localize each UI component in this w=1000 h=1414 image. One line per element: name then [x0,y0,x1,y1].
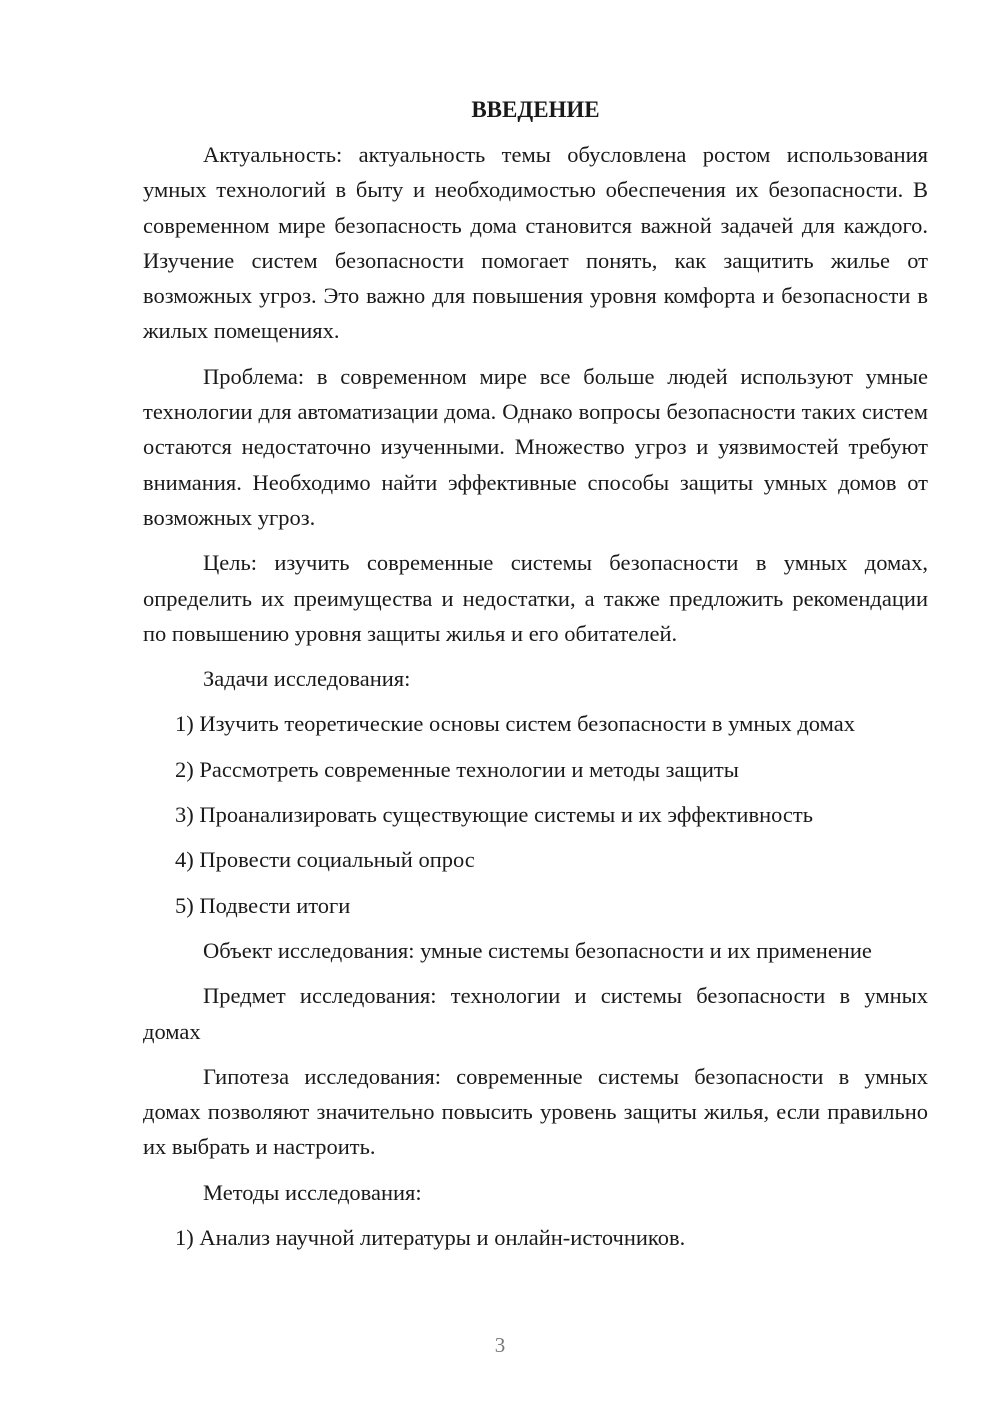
task-item: 3) Проанализировать существующие системы и их эффективность [175,802,813,828]
task-item: 5) Подвести итоги [175,892,351,918]
methods-heading: Методы исследования: [203,1179,422,1205]
method-item: 1) Анализ научной литературы и онлайн-источников. [175,1225,686,1251]
section-title: ВВЕДЕНИЕ [471,97,600,122]
task-item: 4) Провести социальный опрос [175,847,475,873]
task-item: 2) Рассмотреть современные технологии и методы защиты [175,756,739,782]
methods-list [143,1220,928,1255]
paragraph-problem: Проблема: в современном мире все больше людей используют умные технологии для автоматизации дома. Однако вопросы безопасности таких систем остаются недостаточно изученными. Множество угроз и уязвимостей требуют внимания. Необходимо найти эффективные способы защиты умных домов от возможных угроз. [143,363,928,530]
document-page [143,92,928,1265]
paragraph-subject: Предмет исследования: технологии и системы безопасности в умных домах [143,983,928,1044]
paragraph-goal: Цель: изучить современные системы безопасности в умных домах, определить их преимущества и недостатки, а также предложить рекомендации по повышению уровня защиты жилья и его обитателей. [143,550,928,646]
page-number: 3 [494,1333,506,1357]
task-item: 1) Изучить теоретические основы систем безопасности в умных домах [175,711,855,737]
paragraph-object: Объект исследования: умные системы безопасности и их применение [203,937,872,963]
tasks-list [143,706,928,922]
tasks-heading: Задачи исследования: [203,666,411,692]
paragraph-relevance: Актуальность: актуальность темы обусловлена ростом использования умных технологий в быту и необходимостью обеспечения их безопасности. В современном мире безопасность дома становится важной задачей для каждого. Изучение систем безопасности помогает понять, как защитить жилье от возможных угроз. Это важно для повышения уровня комфорта и безопасности в жилых помещениях. [143,142,928,344]
paragraph-hypothesis: Гипотеза исследования: современные системы безопасности в умных домах позволяют значительно повысить уровень защиты жилья, если правильно их выбрать и настроить. [143,1063,928,1160]
